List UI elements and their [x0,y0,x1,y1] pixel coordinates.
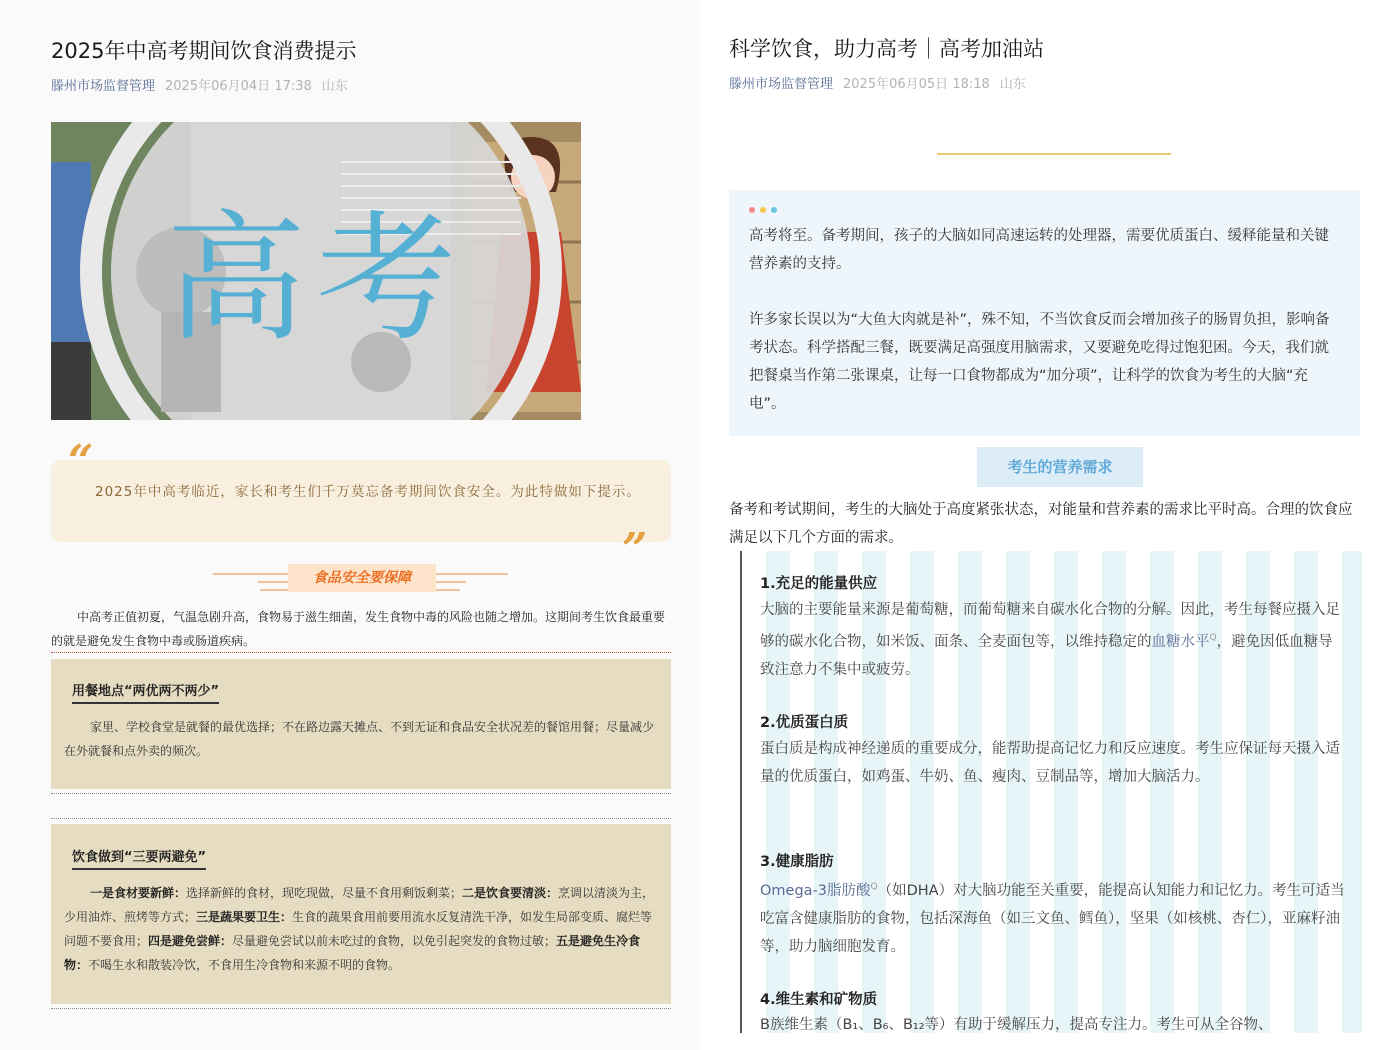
box1-heading: 用餐地点“两优两不两少” [72,680,219,704]
divider [51,652,671,653]
intro-paragraph-1: 高考将至。备考期间，孩子的大脑如同高速运转的处理器，需要优质蛋白、缓释能量和关键营养素的支持。 [749,228,1329,272]
box2-heading: 饮食做到“三要两避免” [72,846,206,870]
search-icon: Q [1209,633,1217,643]
article-meta [51,75,358,94]
hero-text: 高考 [165,198,467,361]
divider [51,818,671,819]
need-heading-fat: 3.健康脂肪 [760,854,834,870]
quote-box [51,460,671,542]
quote-text: 2025年中高考临近，家长和考生们千万莫忘备考期间饮食安全。为此特做如下提示。 [95,484,641,500]
dot-icon [749,207,755,213]
gold-divider [937,153,1171,155]
hero-image [51,122,581,420]
needs-intro-paragraph: 备考和考试期间，考生的大脑处于高度紧张状态，对能量和营养素的需求比平时高。合理的饮食应满足以下几个方面的需求。 [729,502,1353,546]
article-title: 2025年中高考期间饮食消费提示 [51,39,357,63]
divider [51,1008,671,1009]
publish-location: 山东 [321,79,348,94]
account-name-link[interactable]: 滕州市场监督管理 [51,79,156,94]
need-text-energy: 大脑的主要能量来源是葡萄糖，而葡萄糖来自碳水化合物的分解。因此，考生每餐应摄入足够的碳水化合物，如米饭、面条、全麦面包等，以维持稳定的血糖水平$^Q$，避免因低血糖导致注意力不集中或疲劳。 [760,602,1340,678]
section-title-nutrition: 考生的营养需求 [977,447,1143,487]
publish-datetime: 2025年06月05日 18:18 [843,77,990,92]
divider [51,793,671,794]
need-heading-energy: 1.充足的能量供应 [760,576,878,592]
box2-text: 一是食材要新鲜：选择新鲜的食材，现吃现做，尽量不食用剩饭剩菜；二是饮食要清淡：烹调以清淡为主，少用油炸、煎烤等方式；三是蔬果要卫生：生食的蔬果食用前要用流水反复清洗干净，如发生局部变质、腐烂等问题不要食用；四是避免尝鲜：尽量避免尝试以前未吃过的食物，以免引起突发的食物过敏；五是避免生冷食物：不喝生水和散装冷饮，不食用生冷食物和来源不明的食物。 [64,886,655,972]
search-icon: Q [870,882,878,892]
omega3-link[interactable]: Omega-3脂肪酸 [760,882,871,899]
hero-illustration [51,122,581,420]
quote-close-icon: ” [622,524,648,575]
publish-location: 山东 [999,77,1026,92]
account-name-link[interactable]: 滕州市场监督管理 [729,77,834,92]
need-text-protein: 蛋白质是构成神经递质的重要成分，能帮助提高记忆力和反应速度。考生应保证每天摄入适量的优质蛋白，如鸡蛋、牛奶、鱼、瘦肉、豆制品等，增加大脑活力。 [760,741,1340,785]
publish-datetime: 2025年06月04日 17:38 [165,79,312,94]
need-text-vitamins: B族维生素（B₁、B₆、B₁₂等）有助于缓解压力，提高专注力。考生可从全谷物、 [760,1017,1273,1033]
quote-open-icon: “ [68,436,94,487]
article-title-right: 科学饮食，助力高考｜高考加油站 [729,37,1044,61]
intro-paragraph: 中高考正值初夏，气温急剧升高，食物易于滋生细菌，发生食物中毒的风险也随之增加。这期间考生饮食最重要的就是避免发生食物中毒或肠道疾病。 [51,610,666,648]
intro-paragraph-2: 许多家长误以为“大鱼大肉就是补”，殊不知，不当饮食反而会增加孩子的肠胃负担，影响备考状态。科学搭配三餐，既要满足高强度用脑需求，又要避免吃得过饱犯困。今天，我们就把餐桌当作第二张课桌，让每一口食物都成为“加分项”，让科学的饮食为考生的大脑“充电”。 [749,312,1330,412]
section-title-food-safety: 食品安全要保障 [288,564,436,592]
box1-text: 家里、学校食堂是就餐的最优选择；不在路边露天摊点、不到无证和食品安全状况差的餐馆用餐；尽量减少在外就餐和点外卖的频次。 [64,720,655,758]
need-heading-vitamins: 4.维生素和矿物质 [760,992,878,1008]
dot-icon [760,207,766,213]
blood-sugar-link[interactable]: 血糖水平 [1151,633,1210,650]
need-heading-protein: 2.优质蛋白质 [760,715,849,731]
article-meta-right [729,73,1036,92]
dot-icon [771,207,777,213]
need-text-fat: Omega-3脂肪酸$^Q$（如DHA）对大脑功能至关重要，能提高认知能力和记忆力。考生可适当吃富含健康脂肪的食物，包括深海鱼（如三文鱼、鳕鱼），坚果（如核桃、杏仁），亚麻籽油等，助力脑细胞发育。 [760,882,1345,955]
